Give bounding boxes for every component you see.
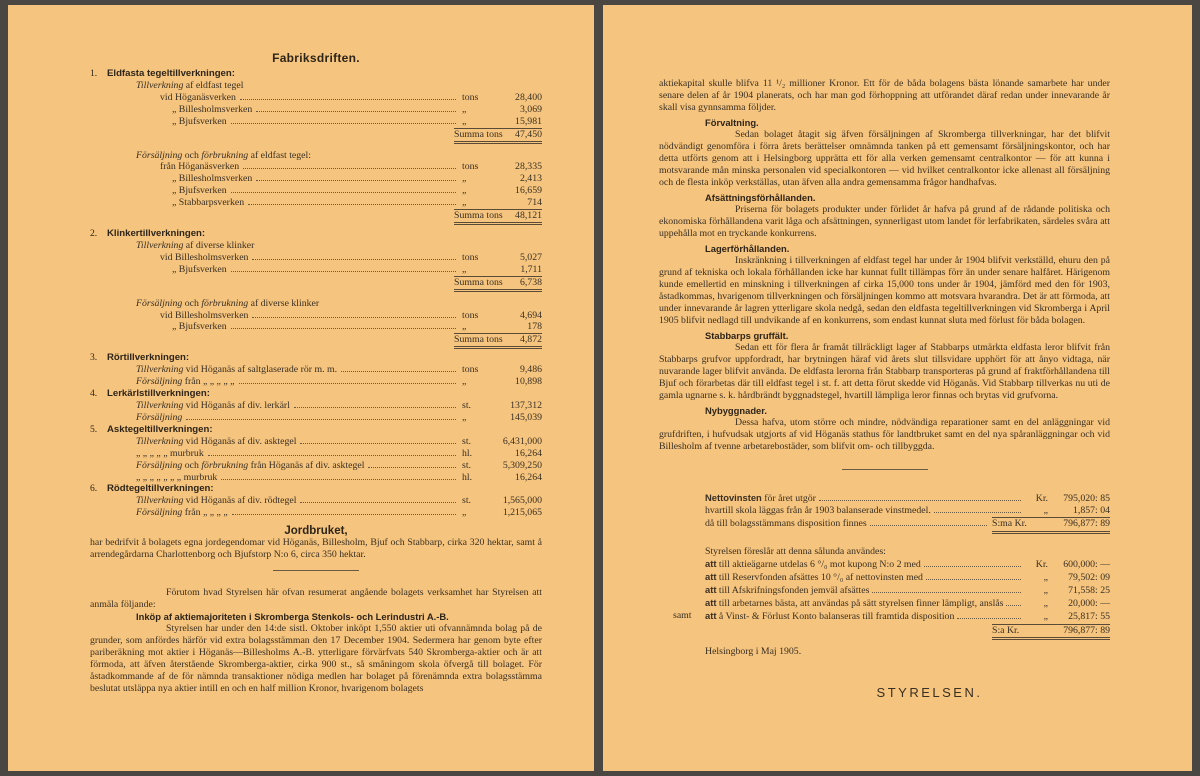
table-row <box>90 197 542 209</box>
row-label: „ Bjufsverken <box>172 321 227 333</box>
row-unit: „ <box>462 173 467 185</box>
dot-leader <box>256 180 456 181</box>
finance-row <box>705 571 1110 584</box>
row-unit: „ <box>1043 585 1048 597</box>
section-heading: Nybyggnader. <box>705 405 767 416</box>
total-box <box>992 517 1110 533</box>
dot-leader <box>186 419 456 420</box>
proposal-total <box>659 624 1110 640</box>
finance-row <box>705 517 1110 533</box>
sum-value: 6,738 <box>519 276 542 288</box>
row-value: 71,558: 25 <box>1068 585 1110 597</box>
sum-row <box>90 209 542 228</box>
section-title: Asktegeltillverkningen: <box>107 423 213 435</box>
table-row <box>90 448 542 460</box>
row-label: „ Bjufsverken <box>172 115 227 127</box>
page-title: Fabriksdriften. <box>272 51 360 65</box>
group-intro: Försäljning och förbrukning af eldfast tegel: <box>136 149 311 161</box>
section-title: Lerkärlstillverkningen: <box>107 388 210 400</box>
inkop-heading: Inköp af aktiemajoriteten i Skromberga Stenkols- och Lerindustri A.-B. <box>136 611 449 623</box>
left-page <box>8 5 594 771</box>
section-title: Eldfasta tegeltillverkningen: <box>107 68 235 79</box>
row-value: 1,565,000 <box>502 495 542 507</box>
italic-term: förbrukning <box>201 149 249 161</box>
row-value: 25,817: 55 <box>1068 611 1110 623</box>
section-number: 5. <box>90 423 98 435</box>
row-unit: „ <box>462 412 467 424</box>
sum-box <box>454 128 542 144</box>
row-label: vid Höganäsverken <box>160 91 236 103</box>
sum-box <box>454 209 542 225</box>
row-label: att å Vinst- & Förlust Konto balanseras till framtida disposition <box>705 610 955 623</box>
section-number: 2. <box>90 228 98 240</box>
row-unit: „ <box>462 185 467 197</box>
dot-leader <box>294 407 456 408</box>
table-row <box>90 376 542 388</box>
row-unit: „ <box>1043 598 1048 610</box>
finance-row <box>673 610 1110 623</box>
row-value: 137,312 <box>510 400 542 412</box>
table-row <box>90 264 542 276</box>
row-value: 1,215,065 <box>502 507 542 519</box>
sum-label: Summa tons <box>454 334 503 346</box>
row-bold: att <box>705 557 717 569</box>
finance-row <box>705 492 1110 505</box>
row-value: 16,659 <box>515 185 542 197</box>
section-heading <box>90 352 542 364</box>
finance-row <box>705 558 1110 571</box>
row-label: vid Billesholmsverken <box>160 309 249 321</box>
row-label: att till Reservfonden afsättes 10 °/₀ af nettovinsten med <box>705 570 923 583</box>
row-value: 796,877: 89 <box>1063 518 1110 530</box>
dot-leader <box>926 579 1021 580</box>
dot-leader <box>221 479 456 480</box>
section-number: 1. <box>90 68 98 79</box>
row-value: 4,694 <box>519 309 542 321</box>
row-value: 9,486 <box>519 364 542 376</box>
table-row <box>90 252 542 264</box>
row-unit: „ <box>1043 571 1048 583</box>
row-label: Tillverkning vid Höganäs af saltglaserade rör m. m. <box>136 364 338 376</box>
table-row <box>90 400 542 412</box>
section-heading <box>90 68 542 80</box>
italic-term: Försäljning <box>136 376 183 388</box>
row-value: 2,413 <box>519 173 542 185</box>
table-row <box>90 173 542 185</box>
sum-label: Summa tons <box>454 276 503 288</box>
section-title: Klinkertillverkningen: <box>107 228 206 240</box>
signature: STYRELSEN. <box>876 684 983 700</box>
dot-leader <box>341 371 456 372</box>
row-value: 16,264 <box>515 447 542 459</box>
table-row <box>90 472 542 484</box>
row-label: vid Billesholmsverken <box>160 251 249 263</box>
place-date: Helsingborg i Maj 1905. <box>705 645 802 657</box>
sum-row <box>90 333 542 352</box>
row-value: 15,981 <box>515 115 542 127</box>
row-bold: att <box>705 610 717 622</box>
row-label: Försäljning och förbrukning från Höganäs af div. asktegel <box>136 459 365 471</box>
row-bold: att <box>705 597 717 609</box>
row-label: „ Billesholmsverken <box>172 103 253 115</box>
row-label: „ Bjufsverken <box>172 185 227 197</box>
dot-leader <box>231 123 456 124</box>
row-unit: tons <box>462 91 479 103</box>
row-value: 10,898 <box>515 376 542 388</box>
row-bold: att <box>705 584 717 596</box>
row-label: „ Stabbarpsverken <box>172 197 245 209</box>
row-unit: Kr. <box>1035 493 1048 504</box>
row-unit: „ <box>462 115 467 127</box>
row-label: Nettovinsten för året utgör <box>705 492 816 504</box>
dot-leader <box>252 259 456 260</box>
row-unit: „ <box>462 263 467 275</box>
dot-leader <box>231 192 456 193</box>
profit-table <box>659 492 1110 534</box>
italic-term: Försäljning <box>136 412 183 424</box>
section-number: 6. <box>90 483 98 495</box>
row-value: 5,309,250 <box>502 459 542 471</box>
dot-leader <box>232 514 456 515</box>
row-unit: „ <box>462 103 467 115</box>
section-text: Priserna för bolagets produkter under förlidet år hafva på grund af de rådande politiska och ekonomiska förhållandena varit låga och afsättningen, synnerligast utom landet för lerfabrikaten, särdeles svåra att uppehålla mot en tryckande konkurrens. <box>659 204 1110 239</box>
row-value: 600,000: — <box>1063 558 1110 570</box>
row-value: 714 <box>527 197 542 209</box>
table-row <box>90 364 542 376</box>
italic-term: Försäljning <box>136 507 183 519</box>
row-label: Tillverkning vid Höganäs af div. rödtegel <box>136 495 297 507</box>
dot-leader <box>231 328 456 329</box>
right-page <box>603 5 1192 771</box>
row-value: 1,857: 04 <box>1072 505 1110 517</box>
row-value: 20,000: — <box>1068 598 1110 610</box>
row-unit: st. <box>462 400 471 412</box>
italic-term: Försäljning <box>136 149 183 161</box>
row-unit: st. <box>462 435 471 447</box>
row-unit: tons <box>462 161 479 173</box>
sum-row <box>90 276 542 295</box>
continuation-text: aktiekapital skulle blifva 11 ¹/₂ millioner Kronor. Ett för de båda bolagens bästa lönande samarbete har under senare delen af år 1904 planerats, och har man god förhoppning att utförandet däraf redan under innevarande år skall visa gynnsamma följder. <box>659 78 1110 113</box>
italic-term: Försäljning <box>136 297 183 309</box>
section-heading: Afsättningsförhållanden. <box>705 192 816 203</box>
row-unit: hl. <box>462 447 473 459</box>
row-value: 16,264 <box>515 471 542 483</box>
row-value: 6,431,000 <box>502 435 542 447</box>
dot-leader <box>256 111 456 112</box>
section-text: Inskränkning i tillverkningen af eldfast tegel har under år 1904 blifvit verkställd, ehuru den på grund af tekniska och lokala förhållanden icke har kunnat fullt tillämpas förr än under senare halfåret. Härigenom kunde emellertid en minskning i tillverkningen af cirka 15,000 tons under år 1904, jämförd med den för 1903, åstadkommas, hvarigenom tillverkningen och försäljningen kommo att motsvara hvarandra. Det är att förmoda, att under innevarande år lagren ytterligare skola nedgå, sedan den eldfasta tegeltillverkningen vid Skromberga i April 1905 blifvit nedlagd till undvikande af en konkurrens, som endast kunnat sluta med förlust för båda bolagen. <box>659 255 1110 326</box>
dot-leader <box>368 467 456 468</box>
row-unit: „ <box>462 507 467 519</box>
row-unit: st. <box>462 495 471 507</box>
table-row <box>90 116 542 128</box>
section-heading <box>90 388 542 400</box>
italic-term: Tillverkning <box>136 495 184 507</box>
table-row <box>90 104 542 116</box>
row-value: 28,400 <box>515 91 542 103</box>
row-unit: S:ma Kr. <box>992 518 1027 530</box>
dot-leader <box>870 525 987 526</box>
intro-text: Förutom hvad Styrelsen här ofvan resumerat angående bolagets verksamhet har Styrelsen att anmäla följande: <box>90 587 542 611</box>
row-unit: Kr. <box>1035 558 1048 570</box>
dot-leader <box>957 618 1021 619</box>
row-value: 1,711 <box>520 263 542 275</box>
dot-leader <box>231 271 456 272</box>
finance-row <box>705 597 1110 610</box>
total-unit: S:a Kr. <box>992 624 1020 636</box>
italic-term: Tillverkning <box>136 240 184 252</box>
table-row <box>90 310 542 322</box>
row-label <box>136 412 182 424</box>
section-title: Rörtillverkningen: <box>107 352 190 364</box>
dot-leader <box>924 566 1021 567</box>
row-unit: „ <box>1043 505 1048 517</box>
row-value: 795,020: 85 <box>1063 493 1110 504</box>
section-heading: Lagerförhållanden. <box>705 243 790 254</box>
total-value: 796,877: 89 <box>1063 624 1110 636</box>
italic-term: Tillverkning <box>136 80 184 91</box>
sum-value: 48,121 <box>515 210 542 222</box>
sum-label: Summa tons <box>454 128 503 140</box>
section-title: Rödtegeltillverkningen: <box>107 483 214 495</box>
row-unit: tons <box>462 364 479 376</box>
section-heading <box>90 424 542 436</box>
row-unit: tons <box>462 309 479 321</box>
table-row <box>90 495 542 507</box>
sum-value: 47,450 <box>515 128 542 140</box>
inkop-text: Styrelsen har under den 14:de sistl. Oktober inköpt 1,550 aktier uti ofvannämnda bolag på de grunder, som anfördes härför vid extra bolagsstämman den 17 December 1904. Sedermera har genom byte efter pariberäkning mot aktier i Höganäs—Billesholms A.-B. ytterligare förvärfvats 540 Skromberga-aktier och är att förmoda, att äfven återstående Skromberga-aktier, cirka 900 st., så småningom skola öfvergå till bolaget. För åstadkommande af de för nämnda transaktioner nödiga medlen har bolaget på förenämnda extra bolagsstämma beslutat utsläppa nya aktier intill en och en half million Kronor, hvarigenom bolagets <box>90 623 542 695</box>
section-heading <box>90 483 542 495</box>
dot-leader <box>248 204 456 205</box>
row-label: då till bolagsstämmans disposition finnes <box>705 518 867 530</box>
italic-term: förbrukning <box>201 297 249 309</box>
row-bold: att <box>705 570 717 582</box>
row-value: 5,027 <box>519 251 542 263</box>
row-unit: tons <box>462 251 479 263</box>
row-label: Tillverkning vid Höganäs af div. asktegel <box>136 435 297 447</box>
group-intro: Försäljning och förbrukning af diverse klinker <box>136 297 320 309</box>
section-heading: Förvaltning. <box>705 117 759 128</box>
row-label: hvartill skola läggas från år 1903 balanserade vinstmedel. <box>705 505 931 517</box>
section-text: Dessa hafva, utom större och mindre, nödvändiga reparationer samt en del anläggningar vid grufdriften, i hufvudsak utgjorts af vid Höganäs stathus för landtbruket samt en del nya spåranläggningar och vid Billesholm af tvenne arbetarebostäder, som blifvit om- och tillbyggda. <box>659 417 1110 452</box>
dot-leader <box>208 455 456 456</box>
sum-value: 4,872 <box>519 334 542 346</box>
row-value: 145,039 <box>510 412 542 424</box>
section-text: Sedan bolaget åtagit sig äfven försäljningen af Skromberga tillverkningar, har det blifvit nödvändigt genomföra i förra årets berättelser omnämnda tanken på ett gemensamt försäljningskontor, och har detta utförts genom att i Helsingborg upprätta ett för alla verken gemensamt centralkontor — för att kunna i motsvarande mån minska personalen vid specialkontoren — vid hvilket centralkontor icke allenast all försäljning och de flesta inköp verkställas, utan äfven alla andra gemensamma frågor handhafvas. <box>659 129 1110 188</box>
row-label: Tillverkning vid Höganäs af div. lerkärl <box>136 400 290 412</box>
row-label: att till Afskrifningsfonden jemväl afsättes <box>705 584 870 597</box>
production-sections <box>90 68 542 519</box>
section-text: Sedan ett för flera år framåt tillräckligt lager af Stabbarps utmärkta eldfasta leror blifvit från Stabbarps grufvor uppfordradt, har brytningen häraf vid årets slut tillsvidare upphört för att ånyo vidtaga, när nuvarande lager blifvit använda. De eldfasta lerorna från Stabbarp transporteras på grund af fraktförhållandena till Bjuf och förarbetas där till eldfast tegel i st. f. att detta förut skedde vid Höganäs. Vid Stabbarp tillverkas nu uti de gamla ugnarne s. k. hårdbrändt byggnadstegel, hvartill lämpliga leror finnas och brytas vid grufvorna. <box>659 342 1110 401</box>
row-label: „ Bjufsverken <box>172 263 227 275</box>
dot-leader <box>872 592 1021 593</box>
dot-leader <box>300 502 456 503</box>
row-unit: „ <box>462 376 467 388</box>
row-label: Försäljning från „ „ „ „ <box>136 507 228 519</box>
table-row <box>90 185 542 197</box>
proposal-intro: Styrelsen föreslår att denna sålunda användes: <box>705 545 886 557</box>
section-number: 3. <box>90 352 98 364</box>
sum-box <box>454 333 542 349</box>
dot-leader <box>252 317 456 318</box>
dot-leader <box>240 99 456 100</box>
row-label: Försäljning från „ „ „ „ „ <box>136 376 235 388</box>
row-unit: „ <box>462 321 467 333</box>
row-label: att till arbetarnes bästa, att användas på sätt styrelsen finner lämpligt, anslås <box>705 597 1004 610</box>
sum-label: Summa tons <box>454 210 503 222</box>
table-row <box>90 412 542 424</box>
table-row <box>90 92 542 104</box>
section-divider <box>842 469 928 470</box>
dot-leader <box>934 512 1021 513</box>
jordbruket-heading: Jordbruket, <box>284 525 348 538</box>
sum-box <box>454 276 542 292</box>
report-sections <box>659 117 1110 453</box>
row-value: 79,502: 09 <box>1068 571 1110 583</box>
sum-row <box>90 128 542 147</box>
row-value: 178 <box>527 321 542 333</box>
row-unit: st. <box>462 459 471 471</box>
row-bold: Nettovinsten <box>705 492 762 503</box>
row-label: „ Billesholmsverken <box>172 173 253 185</box>
italic-term: Tillverkning <box>136 435 184 447</box>
jordbruket-text: har bedrifvit å bolagets egna jordegendomar vid Höganäs, Billesholm, Bjuf och Stabbarp, cirka 320 hektar, samt å arrendegårdarna Charlottenborg och Bjufstorp N:o 6, circa 350 hektar. <box>90 537 542 561</box>
dot-leader <box>819 500 1021 501</box>
table-row <box>90 507 542 519</box>
table-row <box>90 460 542 472</box>
group-intro: Tillverkning af diverse klinker <box>136 240 255 252</box>
group-intro: Tillverkning af eldfast tegel <box>136 80 244 91</box>
row-label: „ „ „ „ „ murbruk <box>136 447 204 459</box>
section-heading: Stabbarps gruffält. <box>705 330 789 341</box>
dot-leader <box>1006 605 1021 606</box>
row-unit: „ <box>1043 611 1048 623</box>
italic-term: Tillverkning <box>136 364 184 376</box>
row-unit: hl. <box>462 471 473 483</box>
row-value: 3,069 <box>519 103 542 115</box>
italic-term: Försäljning <box>136 459 183 471</box>
row-prefix: samt <box>673 610 692 622</box>
italic-term: förbrukning <box>201 459 249 471</box>
row-label: från Höganäsverken <box>160 161 240 173</box>
row-label: att till aktieägarne utdelas 6 °/₀ mot kupong N:o 2 med <box>705 557 921 570</box>
dot-leader <box>239 383 457 384</box>
row-value: 28,335 <box>515 161 542 173</box>
row-unit: „ <box>462 197 467 209</box>
finance-row <box>705 584 1110 597</box>
finance-row <box>705 505 1110 517</box>
dot-leader <box>300 443 456 444</box>
italic-term: Tillverkning <box>136 400 184 412</box>
table-row <box>90 321 542 333</box>
section-heading <box>90 228 542 240</box>
proposal-table <box>659 558 1110 624</box>
section-number: 4. <box>90 388 98 400</box>
table-row <box>90 436 542 448</box>
dot-leader <box>243 168 456 169</box>
table-row <box>90 161 542 173</box>
row-label: „ „ „ „ „ „ „ murbruk <box>136 471 218 483</box>
